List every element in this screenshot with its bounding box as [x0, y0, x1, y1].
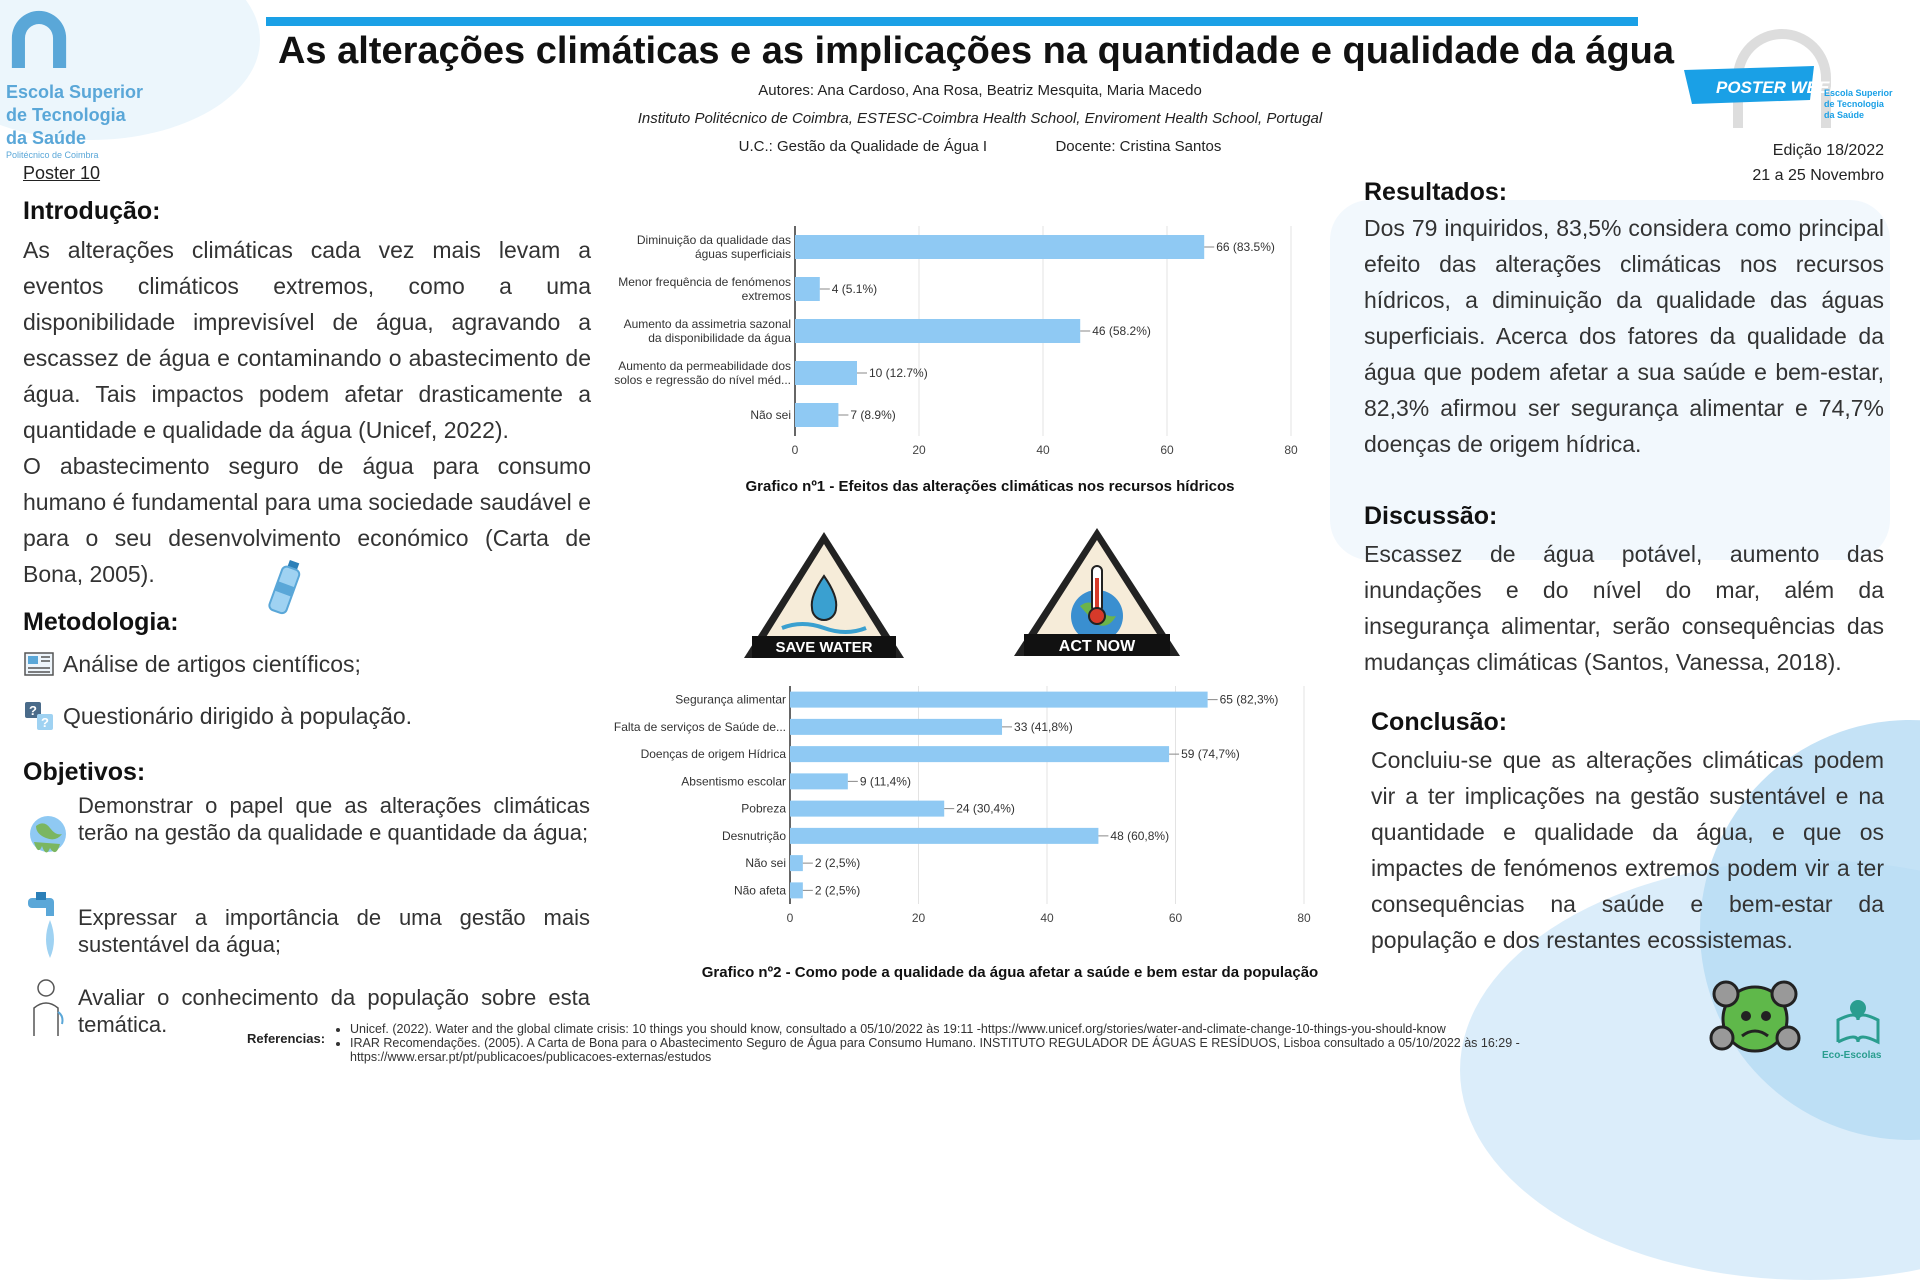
category-label: Aumento da assimetria sazonal da disponibilidade da água [623, 317, 791, 345]
edition-dates: 21 a 25 Novembro [1752, 167, 1884, 184]
category-label: Desnutrição [721, 828, 786, 843]
category-label: Doenças de origem Hídrica [640, 747, 786, 762]
method-item [23, 648, 361, 680]
category-label: Pobreza [741, 801, 786, 816]
arch-logo-icon [6, 10, 72, 68]
chart-effects [590, 222, 1310, 468]
x-tick-label: 40 [1036, 443, 1050, 457]
x-tick-label: 40 [1040, 911, 1054, 925]
school-name-line3: da Saúde [6, 128, 87, 148]
results-text: Dos 79 inquiridos, 83,5% considera como principal efeito das alterações climáticas nos recursos hídricos, a diminuição da qualidade das águas superficiais. Acerca dos fatores da qualidade da água que podem afetar a sua saúde e bem-estar, 82,3% afirmou ser segurança alimentar e 74,7% doenças de origem hídrica. [1364, 215, 1884, 457]
eco-escolas-label: Eco-Escolas [1822, 1050, 1882, 1061]
bar [790, 828, 1098, 844]
save-water-badge [742, 530, 906, 660]
objective-item: Avaliar o conhecimento da população sobre esta temática. [78, 985, 590, 1037]
reference-item: • Unicef. (2022). Water and the global climate crisis: 10 things you should know, consultado a 05/10/2022 às 19:11 -https://www.unicef.org/stories/water-and-climate-change-10-things-you-should-know [350, 1022, 1670, 1036]
bar [795, 403, 838, 427]
objectives-heading: Objetivos: [23, 758, 146, 786]
bar [795, 277, 820, 301]
poster-week-badge: POSTER WEEK [1716, 78, 1842, 97]
school-sub: Politécnico de Coimbra [6, 150, 99, 160]
objective-item: Demonstrar o papel que as alterações climáticas terão na gestão da qualidade e quantidade da água; [78, 793, 590, 845]
institution: Instituto Politécnico de Coimbra, ESTESC-Coimbra Health School, Enviroment Health School, Portugal [637, 110, 1323, 127]
bar [790, 692, 1208, 708]
data-label: 10 (12.7%) [869, 366, 928, 380]
newspaper-icon [23, 648, 55, 680]
eco-escolas-logo-icon [1830, 998, 1886, 1048]
data-label: 4 (5.1%) [831, 282, 878, 296]
data-label: 59 (74,7%) [1181, 747, 1240, 762]
intro-paragraph-1: As alterações climáticas cada vez mais levam a eventos climáticos extremos, como a uma disponibilidade imprevisível de água, agravando a escassez de água e contaminando o abastecimento de água. Tais impactos podem afetar drasticamente a quantidade e qualidade da água (Unicef, 2022). [23, 237, 591, 443]
data-label: 66 (83.5%) [1216, 240, 1275, 254]
x-tick-label: 80 [1297, 911, 1311, 925]
bar [790, 855, 803, 871]
data-label: 2 (2,5%) [814, 883, 861, 898]
category-label: Não sei [750, 408, 791, 422]
poster-week-school-line3: da Saúde [1824, 110, 1865, 120]
bar [790, 882, 803, 898]
references-label: Referencias: [247, 1031, 326, 1046]
x-tick-label: 20 [911, 911, 926, 925]
poster-week-school [1824, 88, 1893, 121]
category-label: Não sei [745, 856, 786, 871]
course: U.C.: Gestão da Qualidade de Água I [738, 138, 988, 155]
bar [790, 773, 848, 789]
bar [795, 319, 1080, 343]
questionnaire-icon [23, 700, 55, 732]
method-item-label: Questionário dirigido à população. [63, 702, 413, 729]
school-name-line2: de Tecnologia [6, 105, 126, 125]
x-tick-label: 60 [1160, 443, 1174, 457]
references-list [336, 1022, 1670, 1064]
category-label: Menor frequência de fenómenos extremos [618, 275, 791, 303]
conclusion-text: Concluiu-se que as alterações climáticas podem vir a ter implicações na gestão sustentável e na quantidade e qualidade da água, e que os impactes de fenómenos extremos podem vir a ter consequências na saúde e bem-estar da população e dos restantes ecossistemas. [1371, 747, 1884, 953]
bar [795, 235, 1204, 259]
chart-health [580, 678, 1320, 930]
school-name-line1: Escola Superior [6, 82, 144, 102]
results-heading: Resultados: [1364, 178, 1508, 206]
intro-heading: Introdução: [23, 197, 161, 225]
header-accent-bar [266, 17, 1638, 26]
act-now-label: ACT NOW [1058, 638, 1136, 655]
discussion-text: Escassez de água potável, aumento das inundações e do nível do mar, além da insegurança alimentar, serão consequências das mudanças climáticas (Santos, Vanessa, 2018). [1364, 541, 1884, 675]
bar [795, 361, 857, 385]
category-label: Não afeta [733, 883, 786, 898]
data-label: 9 (11,4%) [859, 774, 911, 789]
poster-number: Poster 10 [23, 163, 101, 183]
objective-item: Expressar a importância de uma gestão mais sustentável da água; [78, 905, 590, 957]
x-tick-label: 20 [912, 443, 926, 457]
person-water-icon [26, 976, 70, 1038]
x-tick-label: 60 [1168, 911, 1183, 925]
method-heading: Metodologia: [23, 608, 179, 636]
earth-mascot-icon [1708, 972, 1802, 1066]
course-info [440, 138, 1520, 155]
authors: Autores: Ana Cardoso, Ana Rosa, Beatriz Mesquita, Maria Macedo [758, 82, 1202, 99]
teacher: Docente: Cristina Santos [1055, 138, 1222, 155]
school-logo [6, 10, 166, 160]
category-label: Falta de serviços de Saúde de... [613, 719, 786, 734]
bar [790, 719, 1002, 735]
save-water-label: SAVE WATER [775, 639, 873, 656]
method-item [23, 700, 412, 732]
method-item-label: Análise de artigos científicos; [63, 650, 361, 677]
water-tap-icon [24, 890, 68, 960]
intro-text [23, 232, 591, 592]
bar [790, 746, 1169, 762]
edition: Edição 18/2022 [1772, 142, 1884, 159]
data-label: 24 (30,4%) [956, 801, 1015, 816]
data-label: 2 (2,5%) [814, 856, 861, 871]
poster-week-logo [1676, 18, 1904, 128]
data-label: 46 (58.2%) [1092, 324, 1151, 338]
globe-melting-icon [26, 812, 70, 862]
category-label: Aumento da permeabilidade dos solos e regressão do nível méd... [614, 359, 791, 387]
chart1-caption: Grafico nº1 - Efeitos das alterações climáticas nos recursos hídricos [745, 478, 1235, 495]
chart2-caption: Grafico nº2 - Como pode a qualidade da água afetar a saúde e bem estar da população [701, 964, 1319, 981]
category-label: Absentismo escolar [681, 774, 786, 789]
school-name [6, 81, 166, 150]
category-label: Segurança alimentar [675, 692, 786, 707]
svg-text:?: ? [41, 715, 49, 730]
data-label: 65 (82,3%) [1219, 692, 1279, 707]
water-bottle-icon [268, 558, 302, 618]
x-tick-label: 80 [1284, 443, 1298, 457]
conclusion-heading: Conclusão: [1371, 708, 1508, 736]
category-label: Diminuição da qualidade das águas superficiais [636, 233, 791, 261]
poster-title: As alterações climáticas e as implicações na quantidade e qualidade da água [277, 30, 1675, 72]
x-tick-label: 0 [791, 443, 799, 457]
x-tick-label: 0 [786, 911, 794, 925]
discussion-heading: Discussão: [1364, 502, 1498, 530]
data-label: 33 (41,8%) [1014, 719, 1073, 734]
data-label: 48 (60,8%) [1110, 828, 1170, 843]
poster-week-school-line1: Escola Superior [1824, 88, 1893, 98]
intro-paragraph-2: O abastecimento seguro de água para consumo humano é fundamental para uma sociedade saudável e para o seu desenvolvimento económico (Carta de Bona, 2005). [23, 453, 591, 587]
act-now-badge [1012, 526, 1182, 660]
data-label: 7 (8.9%) [850, 408, 896, 422]
bar [790, 801, 944, 817]
reference-item: • IRAR Recomendações. (2005). A Carta de Bona para o Abastecimento Seguro de Água para Consumo Humano. INSTITUTO REGULADOR DE ÁGUAS E RESÍDUOS, Lisboa consultado a 05/10/2022 às 16:29 -https://www.ersar.pt/pt/publicacoes/publicacoes-externas/estudos [350, 1036, 1670, 1064]
poster-week-school-line2: de Tecnologia [1824, 99, 1884, 109]
svg-text:?: ? [29, 703, 37, 718]
